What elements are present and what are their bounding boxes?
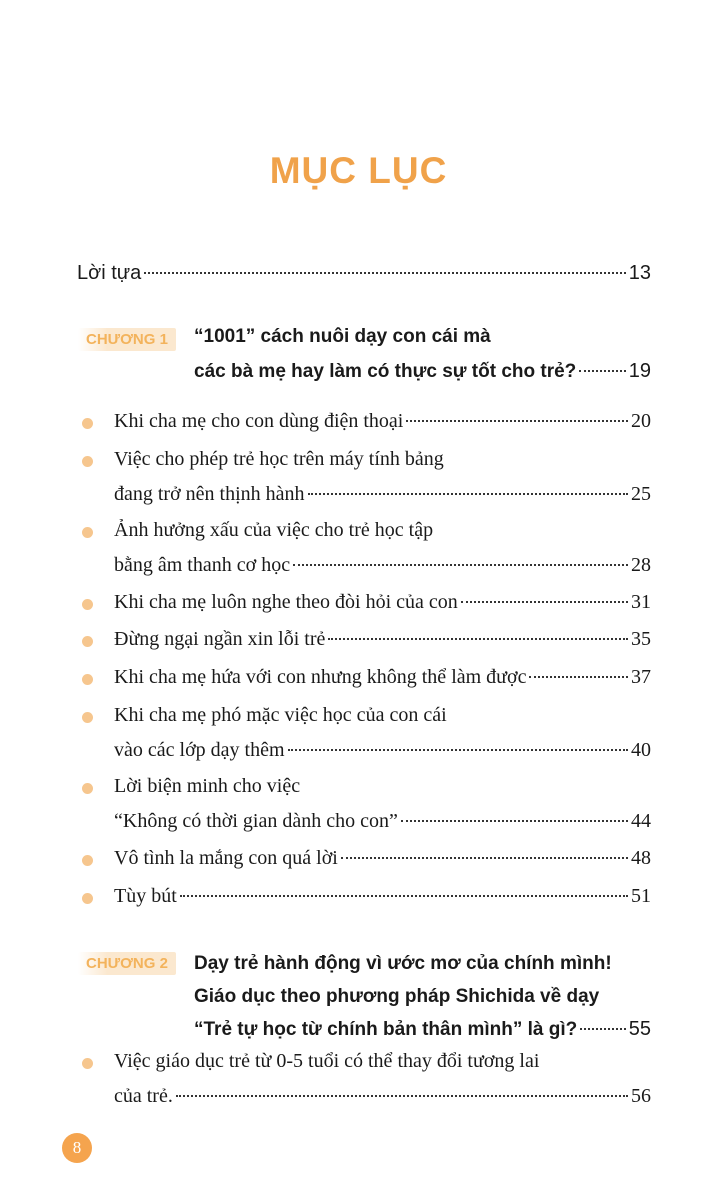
- toc-page: 25: [631, 483, 651, 505]
- toc-page: 44: [631, 810, 651, 832]
- toc-entry[interactable]: [114, 1085, 651, 1108]
- toc-page: 37: [631, 666, 651, 688]
- toc-entry[interactable]: [114, 410, 651, 433]
- leader-dots: [176, 1095, 628, 1097]
- toc-label: Khi cha mẹ luôn nghe theo đòi hỏi của con: [114, 591, 458, 613]
- toc-entry[interactable]: [114, 739, 651, 762]
- toc-page: 28: [631, 554, 651, 576]
- toc-page: 13: [628, 262, 651, 284]
- toc-item-line: Ảnh hưởng xấu của việc cho trẻ học tập: [114, 519, 434, 541]
- bullet-icon: [82, 418, 93, 429]
- page-number-badge: 8: [62, 1133, 92, 1163]
- leader-dots: [580, 1028, 626, 1030]
- chapter-2-title-line1: Dạy trẻ hành động vì ước mơ của chính mình!: [194, 953, 612, 974]
- chapter-1-title-line1: “1001” cách nuôi dạy con cái mà: [194, 326, 491, 347]
- chapter-2-title-line2: Giáo dục theo phương pháp Shichida về dạy: [194, 986, 600, 1007]
- toc-entry-chapter-1[interactable]: [194, 360, 651, 383]
- chapter-2-badge: CHƯƠNG 2: [78, 952, 176, 975]
- toc-page: 55: [628, 1018, 651, 1040]
- leader-dots: [288, 749, 628, 751]
- toc-item-line: Việc cho phép trẻ học trên máy tính bảng: [114, 448, 444, 470]
- leader-dots: [401, 820, 628, 822]
- toc-entry-preface[interactable]: [77, 262, 651, 285]
- toc-label: Vô tình la mắng con quá lời: [114, 847, 338, 869]
- toc-entry[interactable]: [114, 666, 651, 689]
- bullet-icon: [82, 1058, 93, 1069]
- toc-entry[interactable]: [114, 591, 651, 614]
- bullet-icon: [82, 674, 93, 685]
- toc-label: Khi cha mẹ cho con dùng điện thoại: [114, 410, 404, 432]
- leader-dots: [341, 857, 628, 859]
- toc-entry[interactable]: [114, 554, 651, 577]
- toc-label: của trẻ.: [114, 1085, 173, 1107]
- toc-entry[interactable]: [114, 810, 651, 833]
- toc-label: đang trở nên thịnh hành: [114, 483, 305, 505]
- leader-dots: [529, 676, 628, 678]
- bullet-icon: [82, 456, 93, 467]
- leader-dots: [308, 493, 628, 495]
- chapter-2-title-line3: “Trẻ tự học từ chính bản thân mình” là gì?: [194, 1019, 578, 1040]
- toc-entry-chapter-2[interactable]: [194, 1018, 651, 1041]
- bullet-icon: [82, 893, 93, 904]
- page-title: MỤC LỤC: [269, 150, 448, 191]
- toc-item-line: Việc giáo dục trẻ từ 0-5 tuổi có thể thay đổi tương lai: [114, 1050, 540, 1072]
- toc-entry[interactable]: [114, 847, 651, 870]
- toc-item-line: Lời biện minh cho việc: [114, 775, 301, 797]
- leader-dots: [406, 420, 628, 422]
- leader-dots: [293, 564, 628, 566]
- toc-label: Khi cha mẹ hứa với con nhưng không thể làm được: [114, 666, 527, 688]
- chapter-1-title-line2: các bà mẹ hay làm có thực sự tốt cho trẻ?: [194, 361, 577, 382]
- toc-entry[interactable]: [114, 483, 651, 506]
- bullet-icon: [82, 712, 93, 723]
- toc-label: Đừng ngại ngần xin lỗi trẻ: [114, 628, 326, 650]
- toc-entry[interactable]: [114, 885, 651, 908]
- toc-page: 31: [631, 591, 651, 613]
- toc-label: Tùy bút: [114, 885, 177, 907]
- toc-page: 35: [631, 628, 651, 650]
- leader-dots: [461, 601, 628, 603]
- toc-page: 20: [631, 410, 651, 432]
- leader-dots: [328, 638, 628, 640]
- bullet-icon: [82, 783, 93, 794]
- toc-page: 40: [631, 739, 651, 761]
- toc-label: bằng âm thanh cơ học: [114, 554, 291, 576]
- toc-label: Lời tựa: [77, 262, 142, 284]
- toc-item-line: Khi cha mẹ phó mặc việc học của con cái: [114, 704, 447, 726]
- bullet-icon: [82, 599, 93, 610]
- chapter-1-badge: CHƯƠNG 1: [78, 328, 176, 351]
- toc-page: 48: [631, 847, 651, 869]
- toc-label: “Không có thời gian dành cho con”: [114, 810, 398, 832]
- leader-dots: [144, 272, 625, 274]
- toc-page: 56: [631, 1085, 651, 1107]
- bullet-icon: [82, 527, 93, 538]
- toc-page: 51: [631, 885, 651, 907]
- bullet-icon: [82, 636, 93, 647]
- bullet-icon: [82, 855, 93, 866]
- toc-entry[interactable]: [114, 628, 651, 651]
- toc-page: 19: [628, 360, 651, 382]
- leader-dots: [579, 370, 625, 372]
- toc-label: vào các lớp dạy thêm: [114, 739, 285, 761]
- leader-dots: [180, 895, 628, 897]
